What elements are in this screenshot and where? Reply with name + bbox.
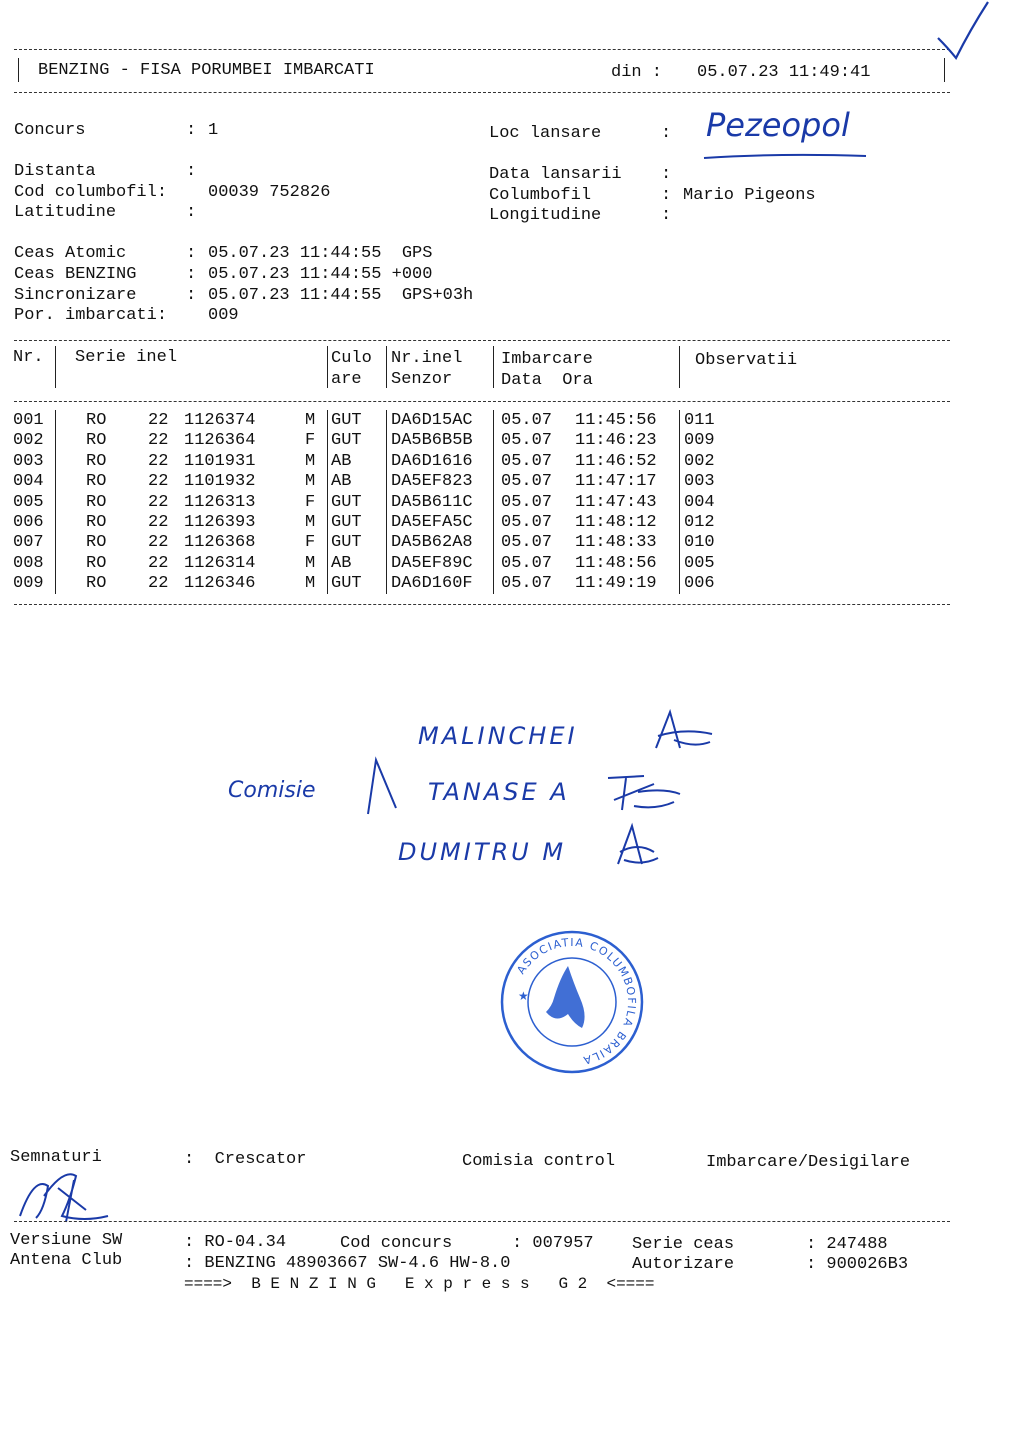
cell-sex: F bbox=[305, 533, 316, 553]
cell-country: RO bbox=[86, 431, 107, 451]
latitudine-colon: : bbox=[186, 203, 197, 222]
table-row bbox=[0, 452, 960, 472]
cell-observatii: 009 bbox=[684, 431, 715, 451]
ceas-benzing-colon: : bbox=[186, 265, 197, 284]
col-divider bbox=[55, 492, 56, 513]
cell-year: 22 bbox=[148, 431, 169, 451]
signature-3 bbox=[612, 822, 662, 868]
cell-ring: 1101931 bbox=[184, 451, 256, 471]
cell-date: 05.07 bbox=[501, 533, 553, 553]
col-divider bbox=[386, 346, 387, 388]
table-row bbox=[0, 431, 960, 451]
col-divider bbox=[386, 573, 387, 594]
cell-year: 22 bbox=[148, 411, 169, 430]
cell-nr: 007 bbox=[13, 533, 44, 553]
col-divider bbox=[493, 451, 494, 472]
col-divider bbox=[679, 430, 680, 451]
col-divider bbox=[55, 573, 56, 594]
table-row bbox=[0, 533, 960, 553]
signature-2 bbox=[604, 770, 684, 815]
col-divider bbox=[493, 492, 494, 513]
cell-time: 11:45:56 bbox=[575, 411, 657, 430]
table-row bbox=[0, 411, 960, 431]
cell-time: 11:46:23 bbox=[575, 431, 657, 451]
antena-label: Antena Club bbox=[10, 1251, 123, 1270]
header-left-bar bbox=[18, 58, 19, 82]
cell-observatii: 012 bbox=[684, 513, 715, 532]
cell-date: 05.07 bbox=[501, 553, 553, 573]
col-divider bbox=[327, 532, 328, 553]
cell-sex: M bbox=[305, 513, 316, 532]
cell-year: 22 bbox=[148, 553, 169, 573]
cell-sex: M bbox=[305, 574, 316, 594]
cell-country: RO bbox=[86, 553, 107, 573]
cell-sex: M bbox=[305, 472, 316, 492]
columbofil-label: Columbofil bbox=[489, 186, 592, 205]
cell-sex: F bbox=[305, 492, 316, 512]
col-divider bbox=[327, 346, 328, 388]
header-top-rule bbox=[14, 49, 950, 50]
cell-ring: 1126314 bbox=[184, 553, 256, 573]
col-divider bbox=[679, 451, 680, 472]
col-divider bbox=[493, 512, 494, 533]
col-header-imbarcare-2: Data Ora bbox=[501, 371, 593, 390]
col-divider bbox=[55, 512, 56, 533]
cell-date: 05.07 bbox=[501, 492, 553, 512]
data-lansarii-label: Data lansarii bbox=[489, 165, 622, 184]
cell-color: GUT bbox=[331, 533, 362, 553]
cell-ring: 1101932 bbox=[184, 472, 256, 492]
col-divider bbox=[327, 573, 328, 594]
col-divider bbox=[679, 532, 680, 553]
sincronizare-colon: : bbox=[186, 286, 197, 305]
col-divider bbox=[386, 451, 387, 472]
cell-color: GUT bbox=[331, 513, 362, 532]
col-divider bbox=[55, 451, 56, 472]
col-divider bbox=[679, 512, 680, 533]
cell-sensor: DA6D1616 bbox=[391, 451, 473, 471]
cell-time: 11:48:56 bbox=[575, 553, 657, 573]
cell-observatii: 004 bbox=[684, 492, 715, 512]
col-divider bbox=[679, 410, 680, 431]
col-divider bbox=[493, 471, 494, 492]
cell-date: 05.07 bbox=[501, 574, 553, 594]
cell-color: AB bbox=[331, 553, 352, 573]
bracket-arrow-icon bbox=[362, 752, 402, 822]
col-divider bbox=[493, 430, 494, 451]
table-row bbox=[0, 554, 960, 574]
col-divider bbox=[679, 471, 680, 492]
cell-sex: F bbox=[305, 431, 316, 451]
cell-observatii: 002 bbox=[684, 451, 715, 471]
autorizare-label: Autorizare bbox=[632, 1255, 735, 1274]
loc-lansare-underline bbox=[700, 152, 870, 164]
cell-color: AB bbox=[331, 451, 352, 471]
col-divider bbox=[386, 430, 387, 451]
table-row bbox=[0, 574, 960, 594]
cell-ring: 1126368 bbox=[184, 533, 256, 553]
col-divider bbox=[386, 492, 387, 513]
cell-ring: 1126313 bbox=[184, 492, 256, 512]
cell-year: 22 bbox=[148, 533, 169, 553]
col-divider bbox=[386, 471, 387, 492]
cell-observatii: 005 bbox=[684, 553, 715, 573]
commission-name-1: MALINCHEI bbox=[418, 722, 578, 750]
col-divider bbox=[493, 573, 494, 594]
commission-name-3: DUMITRU M bbox=[398, 838, 567, 866]
cell-sensor: DA5B611C bbox=[391, 492, 473, 512]
cell-observatii: 003 bbox=[684, 472, 715, 492]
col-divider bbox=[493, 553, 494, 574]
cell-color: GUT bbox=[331, 431, 362, 451]
longitudine-label: Longitudine bbox=[489, 206, 602, 225]
col-divider bbox=[386, 512, 387, 533]
table-bottom-rule bbox=[14, 604, 950, 605]
cell-time: 11:48:12 bbox=[575, 513, 657, 532]
breeder-signature bbox=[14, 1166, 114, 1226]
por-imbarcati-label: Por. imbarcati: bbox=[14, 306, 168, 325]
cell-sensor: DA5B62A8 bbox=[391, 533, 473, 553]
cell-year: 22 bbox=[148, 492, 169, 512]
cell-time: 11:47:17 bbox=[575, 472, 657, 492]
comisia-control-label: Comisia control bbox=[462, 1152, 616, 1171]
cell-nr: 005 bbox=[13, 492, 44, 512]
cell-sensor: DA5EF823 bbox=[391, 472, 473, 492]
columbofil-colon: : bbox=[661, 186, 672, 205]
cell-country: RO bbox=[86, 411, 107, 430]
col-divider bbox=[679, 573, 680, 594]
cell-color: AB bbox=[331, 472, 352, 492]
cell-nr: 006 bbox=[13, 513, 44, 532]
col-divider bbox=[55, 430, 56, 451]
cell-year: 22 bbox=[148, 513, 169, 532]
cell-time: 11:49:19 bbox=[575, 574, 657, 594]
print-datetime: 05.07.23 11:49:41 bbox=[697, 63, 871, 82]
cod-columbofil-label: Cod columbofil: bbox=[14, 183, 168, 202]
serie-ceas-label: Serie ceas bbox=[632, 1235, 735, 1254]
cell-ring: 1126393 bbox=[184, 513, 256, 532]
ceas-benzing-value: 05.07.23 11:44:55 +000 bbox=[208, 265, 433, 284]
cell-observatii: 011 bbox=[684, 411, 715, 430]
cell-color: GUT bbox=[331, 411, 362, 430]
ceas-atomic-label: Ceas Atomic bbox=[14, 244, 127, 263]
cell-date: 05.07 bbox=[501, 472, 553, 492]
concurs-value: 1 bbox=[208, 121, 219, 140]
express-banner: ====> B E N Z I N G E x p r e s s G 2 <==== bbox=[184, 1275, 655, 1293]
cell-sensor: DA6D160F bbox=[391, 574, 473, 594]
cell-sex: M bbox=[305, 451, 316, 471]
cod-concurs-label: Cod concurs bbox=[340, 1234, 453, 1253]
cell-observatii: 006 bbox=[684, 574, 715, 594]
cell-nr: 008 bbox=[13, 553, 44, 573]
distanta-label: Distanta bbox=[14, 162, 96, 181]
comisie-handwritten: Comisie bbox=[228, 778, 316, 803]
serie-ceas-value: : 247488 bbox=[806, 1235, 888, 1254]
cell-ring: 1126374 bbox=[184, 411, 256, 430]
table-top-rule bbox=[14, 340, 950, 341]
cell-date: 05.07 bbox=[501, 411, 553, 430]
cell-sensor: DA5EFA5C bbox=[391, 513, 473, 532]
cell-year: 22 bbox=[148, 472, 169, 492]
cell-nr: 009 bbox=[13, 574, 44, 594]
cell-ring: 1126364 bbox=[184, 431, 256, 451]
footer-rule bbox=[14, 1221, 950, 1222]
col-divider bbox=[493, 346, 494, 388]
col-divider bbox=[493, 532, 494, 553]
cod-columbofil-value: 00039 752826 bbox=[208, 183, 331, 202]
table-header-rule bbox=[14, 401, 950, 402]
col-header-culoare: Culo bbox=[331, 349, 372, 368]
col-divider bbox=[679, 346, 680, 388]
col-divider bbox=[386, 410, 387, 431]
table-row bbox=[0, 493, 960, 513]
svg-text:ASOCIATIA COLUMBOFILA BRAILA: ASOCIATIA COLUMBOFILA BRAILA bbox=[514, 935, 639, 1068]
cell-nr: 001 bbox=[13, 411, 44, 430]
col-divider bbox=[55, 471, 56, 492]
data-lansarii-colon: : bbox=[661, 165, 672, 184]
cell-sex: M bbox=[305, 553, 316, 573]
svg-text:★: ★ bbox=[518, 989, 529, 1003]
cell-color: GUT bbox=[331, 492, 362, 512]
check-mark-icon bbox=[934, 0, 994, 62]
col-divider bbox=[679, 553, 680, 574]
col-divider bbox=[327, 553, 328, 574]
distanta-colon: : bbox=[186, 162, 197, 181]
col-divider bbox=[327, 451, 328, 472]
cell-nr: 002 bbox=[13, 431, 44, 451]
signature-1 bbox=[650, 708, 720, 753]
col-header-culoare-2: are bbox=[331, 370, 362, 389]
loc-lansare-label: Loc lansare bbox=[489, 124, 602, 143]
col-divider bbox=[327, 492, 328, 513]
commission-name-2: TANASE A bbox=[428, 778, 570, 806]
header-bottom-rule bbox=[14, 92, 950, 93]
cell-country: RO bbox=[86, 451, 107, 471]
club-stamp bbox=[498, 928, 646, 1076]
col-divider bbox=[493, 410, 494, 431]
col-divider bbox=[679, 492, 680, 513]
cell-nr: 004 bbox=[13, 472, 44, 492]
cell-country: RO bbox=[86, 472, 107, 492]
versiune-value: : RO-04.34 bbox=[184, 1233, 287, 1252]
cell-year: 22 bbox=[148, 451, 169, 471]
cell-nr: 003 bbox=[13, 451, 44, 471]
columbofil-value: Mario Pigeons bbox=[683, 186, 816, 205]
sincronizare-value: 05.07.23 11:44:55 GPS+03h bbox=[208, 286, 474, 305]
table-row bbox=[0, 513, 960, 533]
cell-ring: 1126346 bbox=[184, 574, 256, 594]
col-divider bbox=[55, 532, 56, 553]
col-divider bbox=[55, 346, 56, 388]
imbarcare-desigilare-label: Imbarcare/Desigilare bbox=[706, 1153, 911, 1172]
antena-value: : BENZING 48903667 SW-4.6 HW-8.0 bbox=[184, 1254, 511, 1273]
concurs-label: Concurs bbox=[14, 121, 86, 140]
cell-sensor: DA5B6B5B bbox=[391, 431, 473, 451]
sincronizare-label: Sincronizare bbox=[14, 286, 137, 305]
cell-sensor: DA6D15AC bbox=[391, 411, 473, 430]
semnaturi-label: Semnaturi bbox=[10, 1148, 102, 1167]
cod-concurs-value: : 007957 bbox=[512, 1234, 594, 1253]
document-title: BENZING - FISA PORUMBEI IMBARCATI bbox=[38, 61, 375, 80]
crescator-label: : Crescator bbox=[184, 1150, 307, 1169]
por-imbarcati-value: 009 bbox=[208, 306, 239, 325]
din-label: din : bbox=[611, 63, 663, 82]
col-divider bbox=[386, 532, 387, 553]
ceas-atomic-value: 05.07.23 11:44:55 GPS bbox=[208, 244, 433, 263]
cell-time: 11:48:33 bbox=[575, 533, 657, 553]
cell-time: 11:47:43 bbox=[575, 492, 657, 512]
concurs-colon: : bbox=[186, 121, 197, 140]
cell-country: RO bbox=[86, 574, 107, 594]
col-header-imbarcare: Imbarcare bbox=[501, 350, 593, 369]
cell-year: 22 bbox=[148, 574, 169, 594]
cell-date: 05.07 bbox=[501, 451, 553, 471]
col-divider bbox=[55, 553, 56, 574]
autorizare-value: : 900026B3 bbox=[806, 1255, 909, 1274]
loc-lansare-colon: : bbox=[661, 124, 672, 143]
cell-date: 05.07 bbox=[501, 431, 553, 451]
cell-country: RO bbox=[86, 513, 107, 532]
col-header-nr: Nr. bbox=[13, 348, 44, 367]
loc-lansare-handwritten: Pezeopol bbox=[706, 106, 850, 144]
cell-country: RO bbox=[86, 492, 107, 512]
cell-color: GUT bbox=[331, 574, 362, 594]
col-divider bbox=[327, 410, 328, 431]
col-header-serie: Serie inel bbox=[75, 348, 178, 367]
col-divider bbox=[327, 430, 328, 451]
cell-country: RO bbox=[86, 533, 107, 553]
longitudine-colon: : bbox=[661, 206, 672, 225]
col-divider bbox=[327, 471, 328, 492]
cell-observatii: 010 bbox=[684, 533, 715, 553]
col-header-nrinel: Nr.inel bbox=[391, 349, 463, 368]
col-header-observatii: Observatii bbox=[695, 351, 798, 370]
cell-date: 05.07 bbox=[501, 513, 553, 532]
cell-sensor: DA5EF89C bbox=[391, 553, 473, 573]
ceas-benzing-label: Ceas BENZING bbox=[14, 265, 137, 284]
col-divider bbox=[386, 553, 387, 574]
ceas-atomic-colon: : bbox=[186, 244, 197, 263]
versiune-label: Versiune SW bbox=[10, 1231, 123, 1250]
latitudine-label: Latitudine bbox=[14, 203, 117, 222]
col-divider bbox=[327, 512, 328, 533]
table-row bbox=[0, 472, 960, 492]
col-header-nrinel-2: Senzor bbox=[391, 370, 453, 389]
cell-sex: M bbox=[305, 411, 316, 430]
col-divider bbox=[55, 410, 56, 431]
cell-time: 11:46:52 bbox=[575, 451, 657, 471]
